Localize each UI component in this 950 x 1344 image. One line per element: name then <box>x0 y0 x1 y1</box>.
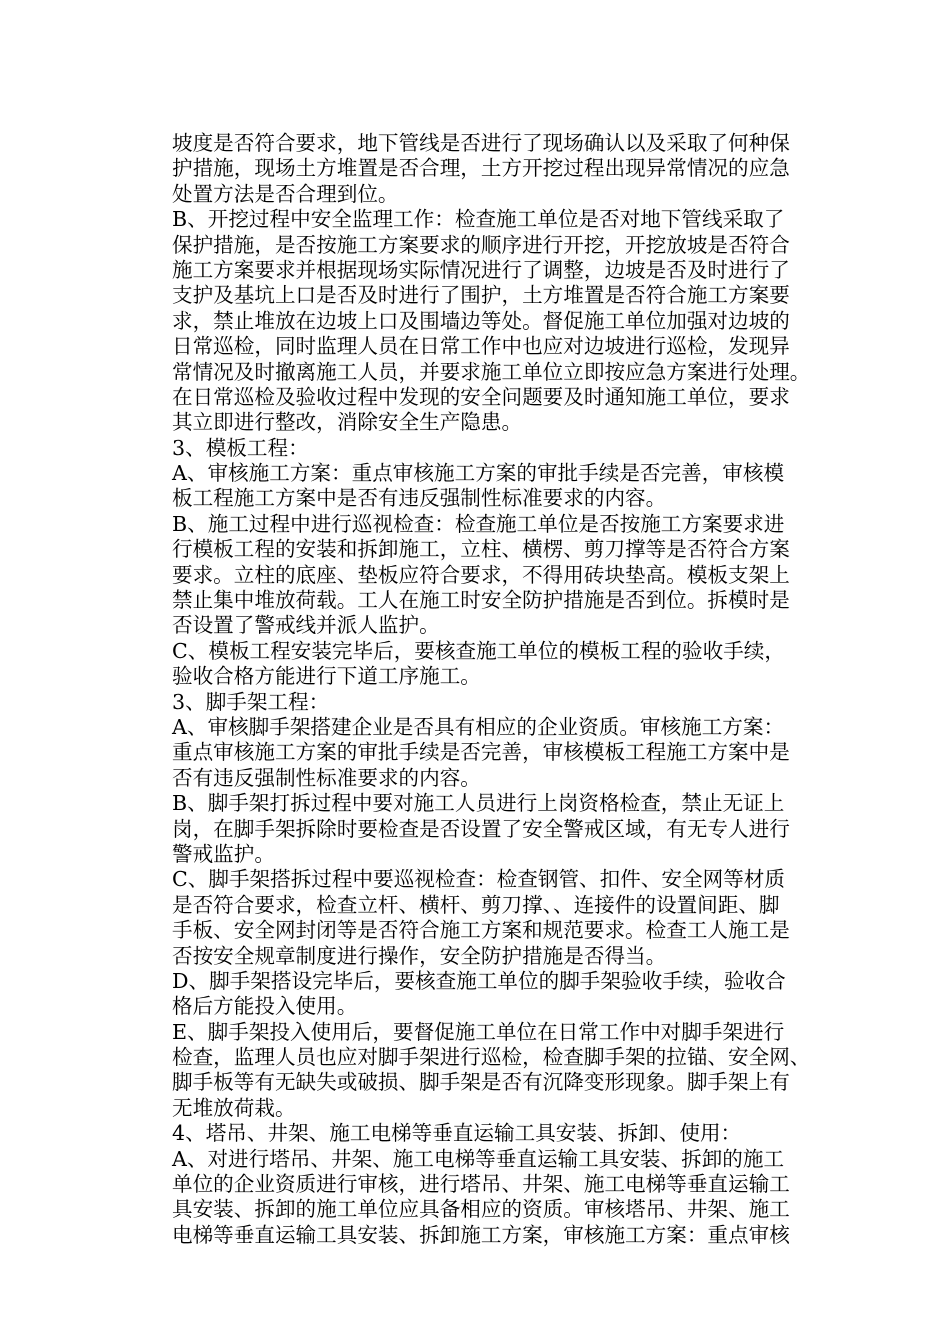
text-line: 重点审核施工方案的审批手续是否完善，审核模板工程施工方案中是 <box>172 740 790 765</box>
text-line: 岗，在脚手架拆除时要检查是否设置了安全警戒区域，有无专人进行 <box>172 816 790 841</box>
text-line: B、开挖过程中安全监理工作：检查施工单位是否对地下管线采取了 <box>172 207 785 232</box>
text-line: 支护及基坑上口是否及时进行了围护，土方堆置是否符合施工方案要 <box>172 283 790 308</box>
text-line: 3、模板工程： <box>172 435 309 460</box>
text-line: 无堆放荷栽。 <box>172 1095 296 1120</box>
text-line: 护措施，现场土方堆置是否合理，土方开挖过程出现异常情况的应急 <box>172 156 790 181</box>
text-line: 坡度是否符合要求，地下管线是否进行了现场确认以及采取了何种保 <box>172 131 790 155</box>
text-line: 其立即进行整改，消除安全生产隐患。 <box>172 410 523 435</box>
text-line: 处置方法是否合理到位。 <box>172 181 399 206</box>
text-line: 检查，监理人员也应对脚手架进行巡检，检查脚手架的拉锚、安全网、 <box>172 1045 811 1070</box>
document-body <box>172 131 862 1248</box>
text-line: 是否符合要求，检查立杆、横杆、剪刀撑、、连接件的设置间距、脚 <box>172 892 780 917</box>
text-line: A、审核施工方案：重点审核施工方案的审批手续是否完善，审核模 <box>172 461 785 486</box>
text-line: 日常巡检，同时监理人员在日常工作中也应对边坡进行巡检，发现异 <box>172 334 790 359</box>
text-line: E、脚手架投入使用后，要督促施工单位在日常工作中对脚手架进行 <box>172 1019 785 1044</box>
text-line: 板工程施工方案中是否有违反强制性标准要求的内容。 <box>172 486 667 511</box>
text-line: 保护措施，是否按施工方案要求的顺序进行开挖，开挖放坡是否符合 <box>172 232 790 257</box>
text-line: C、脚手架搭拆过程中要巡视检查：检查钢管、扣件、安全网等材质 <box>172 867 785 892</box>
text-line: 4、塔吊、井架、施工电梯等垂直运输工具安装、拆卸、使用： <box>172 1121 742 1146</box>
text-line: 单位的企业资质进行审核，进行塔吊、井架、施工电梯等垂直运输工 <box>172 1172 790 1197</box>
text-line: B、施工过程中进行巡视检查：检查施工单位是否按施工方案要求进 <box>172 511 785 536</box>
text-line: 行模板工程的安装和拆卸施工，立柱、横楞、剪刀撑等是否符合方案 <box>172 537 790 562</box>
text-line: 3、脚手架工程： <box>172 689 330 714</box>
text-line: 警戒监护。 <box>172 841 275 866</box>
text-line: 否有违反强制性标准要求的内容。 <box>172 765 481 790</box>
text-line: 在日常巡检及验收过程中发现的安全问题要及时通知施工单位，要求 <box>172 384 790 409</box>
text-line: 具安装、拆卸的施工单位应具备相应的资质。审核塔吊、井架、施工 <box>172 1197 790 1222</box>
text-line: A、对进行塔吊、井架、施工电梯等垂直运输工具安装、拆卸的施工 <box>172 1146 785 1171</box>
text-line: 电梯等垂直运输工具安装、拆卸施工方案，审核施工方案：重点审核 <box>172 1222 790 1247</box>
text-line: 格后方能投入使用。 <box>172 994 358 1019</box>
text-line: 施工方案要求并根据现场实际情况进行了调整，边坡是否及时进行了 <box>172 257 790 282</box>
text-line: 否按安全规章制度进行操作，安全防护措施是否得当。 <box>172 943 667 968</box>
text-line: 手板、安全网封闭等是否符合施工方案和规范要求。检查工人施工是 <box>172 918 790 943</box>
text-line: 要求。立柱的底座、垫板应符合要求，不得用砖块垫高。模板支架上 <box>172 562 790 587</box>
text-line: 求，禁止堆放在边坡上口及围墙边等处。督促施工单位加强对边坡的 <box>172 308 790 333</box>
text-line: 禁止集中堆放荷载。工人在施工时安全防护措施是否到位。拆模时是 <box>172 588 790 613</box>
text-line: D、脚手架搭设完毕后，要核查施工单位的脚手架验收手续，验收合 <box>172 968 786 993</box>
text-line: 脚手板等有无缺失或破损、脚手架是否有沉降变形现象。脚手架上有 <box>172 1070 790 1095</box>
text-line: C、模板工程安装完毕后，要核查施工单位的模板工程的验收手续， <box>172 638 785 663</box>
text-line: A、审核脚手架搭建企业是否具有相应的企业资质。审核施工方案： <box>172 714 785 739</box>
text-line: 常情况及时撤离施工人员，并要求施工单位立即按应急方案进行处理。 <box>172 359 811 384</box>
text-line: B、脚手架打拆过程中要对施工人员进行上岗资格检查，禁止无证上 <box>172 791 785 816</box>
text-line: 否设置了警戒线并派人监护。 <box>172 613 440 638</box>
text-line: 验收合格方能进行下道工序施工。 <box>172 664 481 689</box>
